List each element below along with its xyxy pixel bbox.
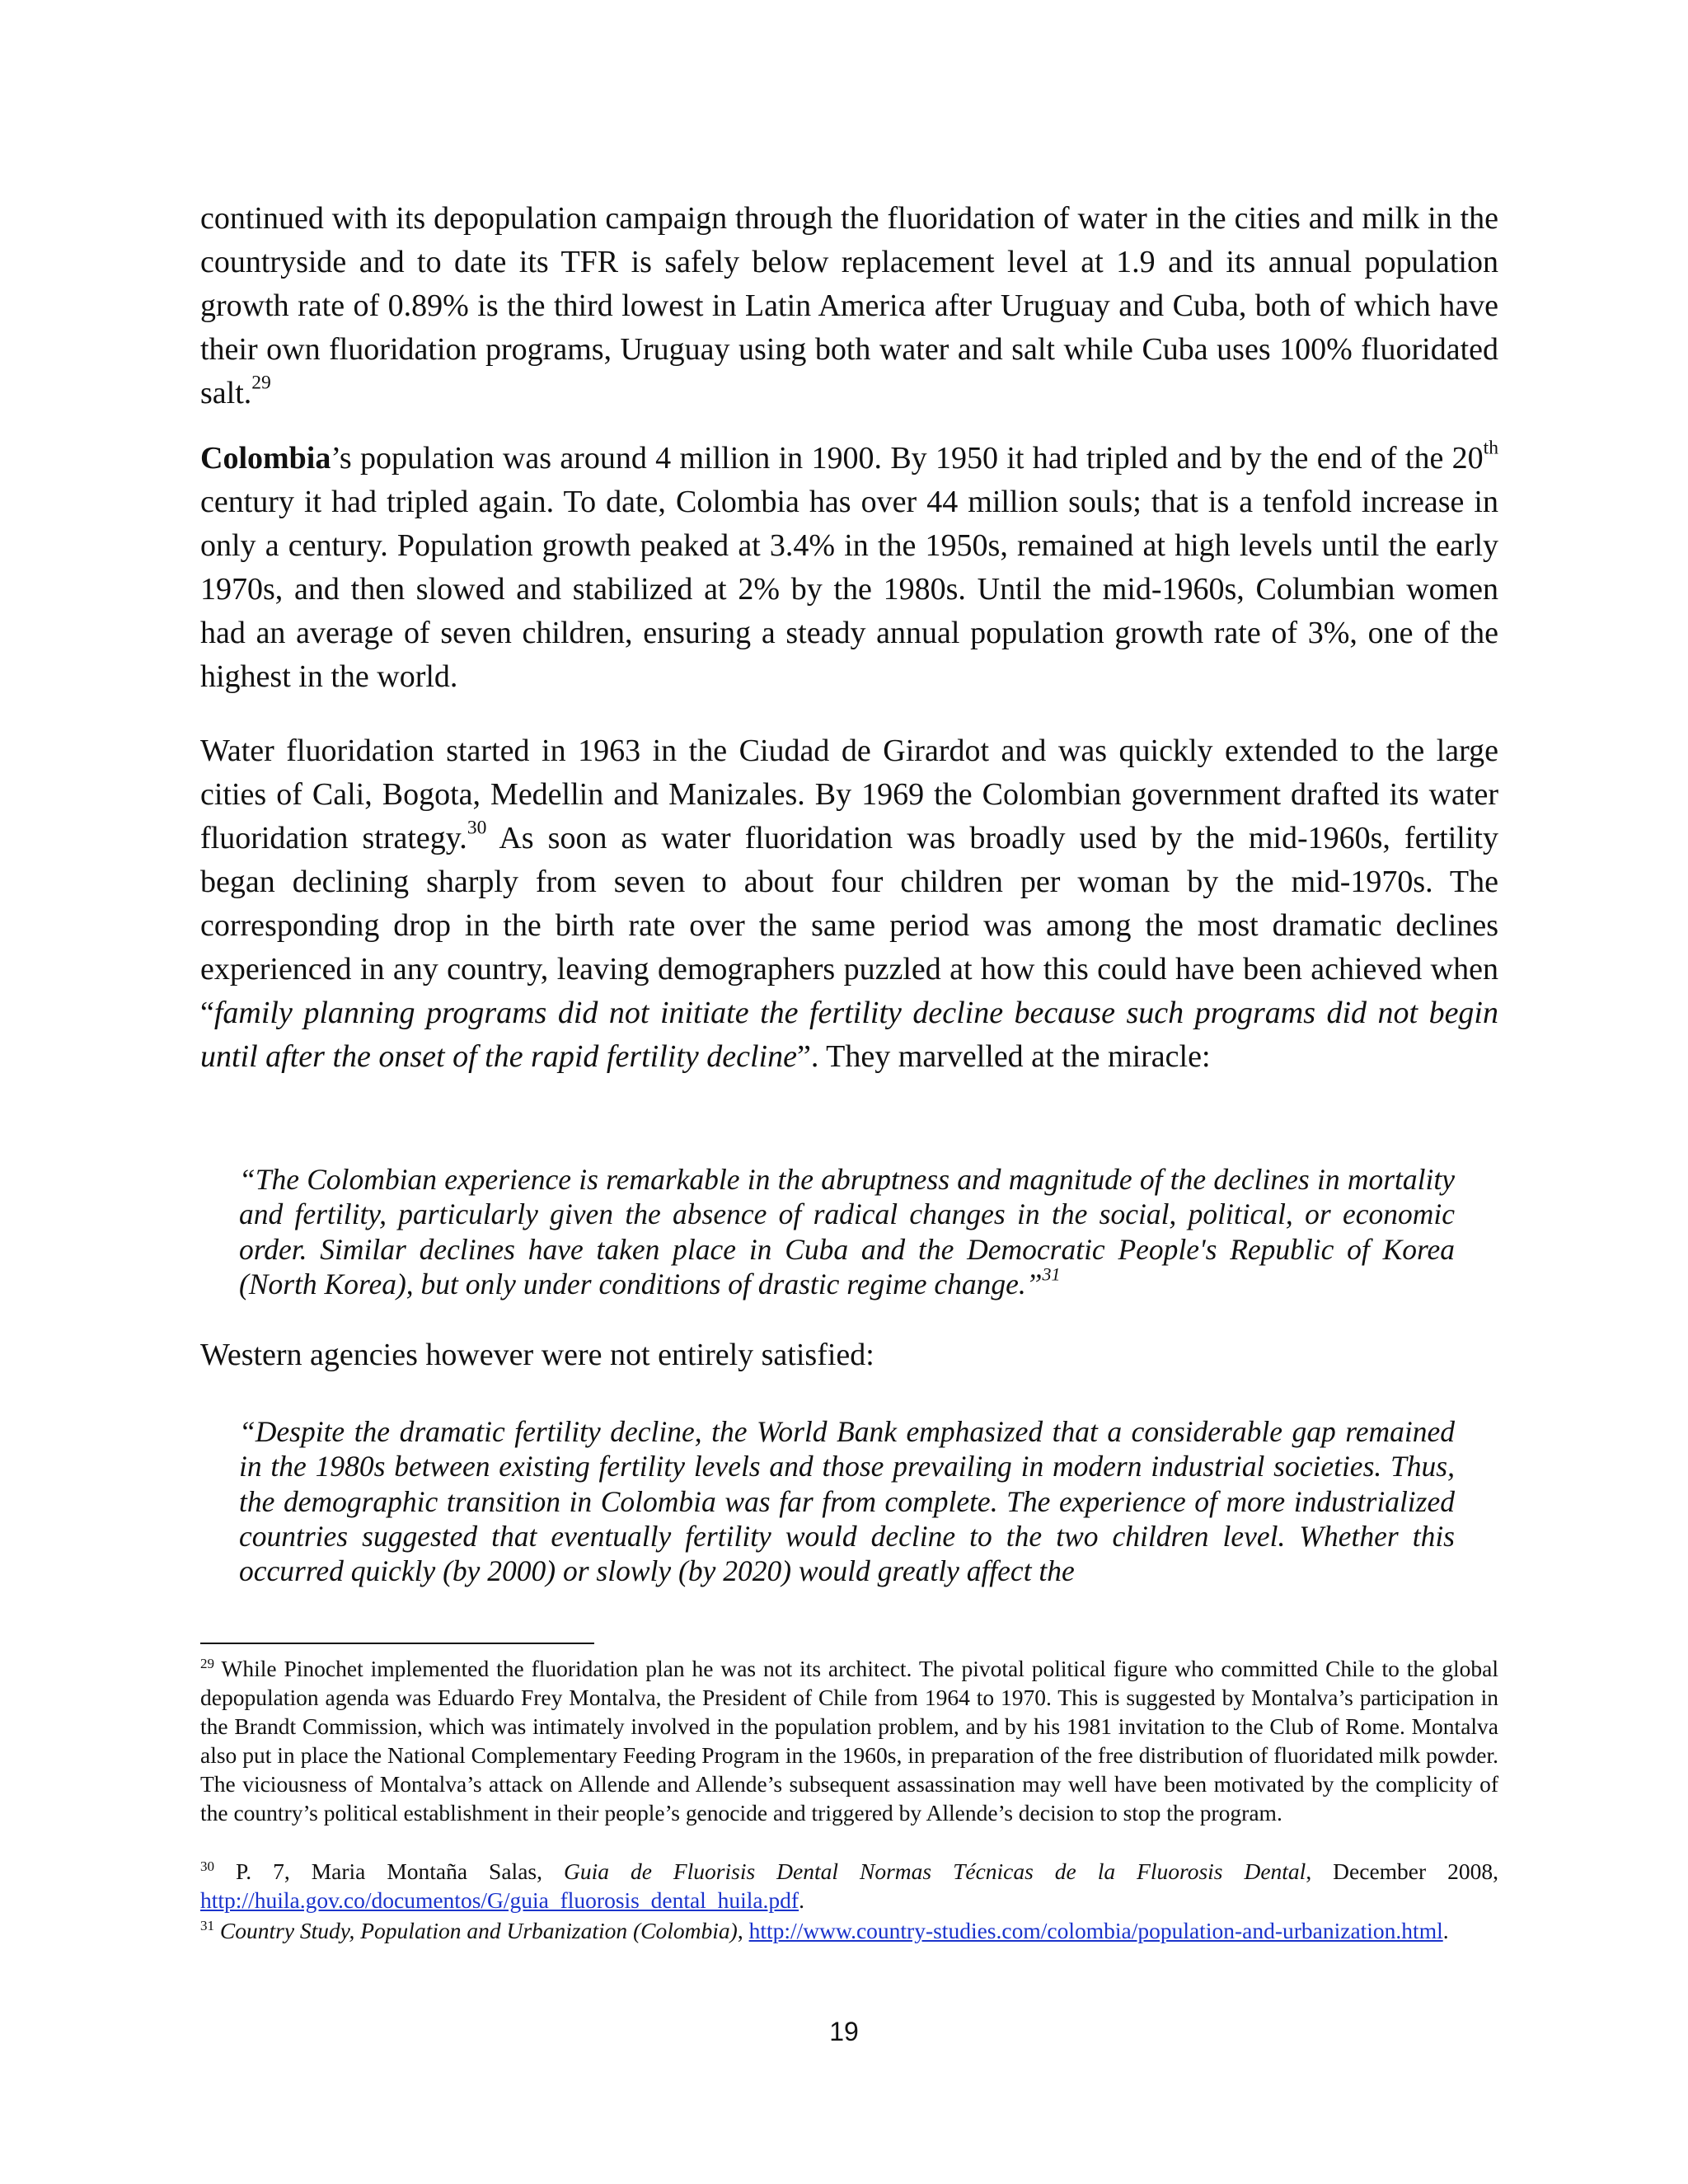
quote-text: “Despite the dramatic fertility decline, the World Bank emphasized that a considerable gap remained in the 1980s between existing fertility levels and those prevailing in modern industrial societies. Thus, the demographic transition in Colombia was far from complete. The experience of more industrialized countries suggested that eventually fertility would decline to the two children level. Whether this occurred quickly (by 2000) or slowly (by 2020) would greatly affect the bbox=[239, 1415, 1455, 1588]
paragraph-text: century it had tripled again. To date, Colombia has over 44 million souls; that is a tenfold increase in only a century. Population growth peaked at 3.4% in the 1950s, remained at high levels until the early 1970s, and then slowed and stabilized at 2% by the 1980s. Until the mid-1960s, Columbian women had an average of seven children, ensuring a steady annual population growth rate of 3%, one of the highest in the world. bbox=[200, 485, 1498, 694]
footnote-source-title: Country Study, Population and Urbanization (Colombia) bbox=[214, 1918, 738, 1943]
paragraph-text: continued with its depopulation campaign through the fluoridation of water in the cities and milk in the countryside and to date its TFR is safely below replacement level at 1.9 and its annual population growth rate of 0.89% is the third lowest in Latin America after Uruguay and Cuba, both of which have their own fluoridation programs, Uruguay using both water and salt while Cuba uses 100% fluoridated salt. bbox=[200, 201, 1498, 410]
paragraph-text: Western agencies however were not entirely satisfied: bbox=[200, 1338, 874, 1372]
paragraph-text: ”. They marvelled at the miracle: bbox=[797, 1039, 1211, 1074]
paragraph-text: Water fluoridation started in 1963 in the Ciudad de Girardot and was quickly extended to the large cities of Cali, Bogota, Medellin and Manizales. By 1969 the Colombian government drafted its water fluoridation strategy. bbox=[200, 733, 1498, 855]
footnote-ref-30[interactable]: 30 bbox=[467, 817, 487, 839]
footnote-ref-29[interactable]: 29 bbox=[251, 372, 271, 394]
footnote-link-country-studies[interactable]: http://www.country-studies.com/colombia/population-and-urbanization.html bbox=[748, 1918, 1443, 1943]
footnote-text: . bbox=[799, 1887, 804, 1913]
footnote-separator bbox=[200, 1643, 594, 1644]
footnote-number: 29 bbox=[200, 1655, 215, 1671]
footnote-text: While Pinochet implemented the fluoridation plan he was not its architect. The pivotal political figure who committed Chile to the global depopulation agenda was Eduardo Frey Montalva, the President of Chile from 1964 to 1970. This is suggested by Montalva’s participation in the Brandt Commission, which was intimately involved in the population problem, and by his 1981 invitation to the Club of Rome. Montalva also put in place the National Complementary Feeding Program in the 1960s, in preparation of the free distribution of fluoridated milk powder. The viciousness of Montalva’s attack on Allende and Allende’s subsequent assassination may well have been motivated by the complicity of the country’s political establishment in their people’s genocide and triggered by Allende’s decision to stop the program. bbox=[200, 1656, 1498, 1825]
footnote-ref-31[interactable]: 31 bbox=[1042, 1263, 1061, 1285]
ordinal-superscript: th bbox=[1483, 437, 1498, 459]
paragraph-water-fluoridation bbox=[200, 729, 1498, 1079]
footnote-number: 30 bbox=[200, 1858, 215, 1874]
paragraph-western-agencies bbox=[200, 1333, 1498, 1377]
page-number: 19 bbox=[829, 2017, 859, 2046]
paragraph-text: As soon as water fluoridation was broadly used by the mid-1960s, fertility began declining sharply from seven to about four children per woman by the mid-1970s. The corresponding drop in the birth rate over the same period was among the most dramatic declines experienced in any country, leaving demographers puzzled at how this could have been achieved when “ bbox=[200, 821, 1498, 1030]
footnote-source-title: Guia de Fluorisis Dental Normas Técnicas de la Fluorosis Dental bbox=[563, 1858, 1306, 1884]
block-quote-world-bank bbox=[239, 1414, 1455, 1588]
footnote-text: , bbox=[737, 1918, 749, 1943]
footnote-link-huila[interactable]: http://huila.gov.co/documentos/G/guia_fluorosis_dental_huila.pdf bbox=[200, 1887, 799, 1913]
paragraph-text: ’s population was around 4 million in 1900. By 1950 it had tripled and by the end of the 20 bbox=[331, 441, 1484, 476]
footnote-30 bbox=[200, 1857, 1498, 1915]
italic-citation: family planning programs did not initiate the fertility decline because such programs did not begin until after the onset of the rapid fertility decline bbox=[200, 996, 1498, 1074]
footnote-31 bbox=[200, 1916, 1498, 1945]
country-name-bold: Colombia bbox=[200, 441, 331, 476]
block-quote-colombian-experience bbox=[239, 1162, 1455, 1301]
footnote-29 bbox=[200, 1654, 1498, 1827]
footnote-number: 31 bbox=[200, 1917, 215, 1933]
footnote-text: , December 2008, bbox=[1306, 1858, 1499, 1884]
paragraph-chile-continued bbox=[200, 197, 1498, 415]
quote-text: “The Colombian experience is remarkable in the abruptness and magnitude of the declines in mortality and fertility, particularly given the absence of radical changes in the social, political, or economic order. Similar declines have taken place in Cuba and the Democratic People's Republic of Korea (North Korea), but only under conditions of drastic regime change.” bbox=[239, 1163, 1455, 1301]
footnote-text: . bbox=[1442, 1918, 1449, 1943]
footnote-text: P. 7, Maria Montaña Salas, bbox=[214, 1858, 564, 1884]
paragraph-colombia-population bbox=[200, 437, 1498, 699]
